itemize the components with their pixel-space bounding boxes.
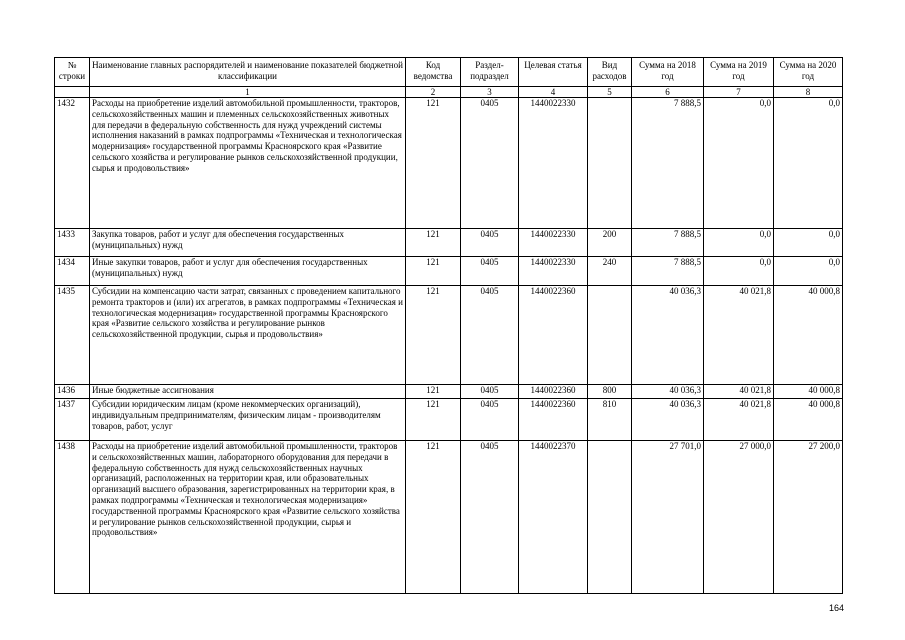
row-sum-2018: 7 888,5 bbox=[632, 98, 704, 229]
row-number: 1435 bbox=[55, 286, 90, 385]
row-name: Субсидии на компенсацию части затрат, связанных с проведением капитального ремонта тракторов и (или) их агрегатов, в рамках подпрограммы «Техническая и технологическая модернизация» государственной программы Красноярского края «Развитие сельского хозяйства и регулирование рынков сельскохозяйственной продукции, сырья и продовольствия» bbox=[90, 286, 406, 385]
row-target-item: 1440022360 bbox=[519, 286, 588, 385]
row-sum-2019: 27 000,0 bbox=[704, 441, 774, 594]
row-target-item: 1440022330 bbox=[519, 229, 588, 257]
header-sum-2020: Сумма на 2020 год bbox=[774, 58, 843, 87]
column-number: 1 bbox=[90, 87, 406, 98]
row-dept-code: 121 bbox=[406, 98, 461, 229]
row-name: Иные бюджетные ассигнования bbox=[90, 385, 406, 399]
column-number: 3 bbox=[461, 87, 519, 98]
header-row-number: № строки bbox=[55, 58, 90, 87]
row-sum-2018: 27 701,0 bbox=[632, 441, 704, 594]
row-name: Субсидии юридическим лицам (кроме некоммерческих организаций), индивидуальным предпринимателям, физическим лицам - производителям товаров, работ, услуг bbox=[90, 399, 406, 441]
row-dept-code: 121 bbox=[406, 441, 461, 594]
row-sum-2020: 0,0 bbox=[774, 257, 843, 286]
row-dept-code: 121 bbox=[406, 399, 461, 441]
row-sum-2020: 40 000,8 bbox=[774, 399, 843, 441]
header-target-item: Целевая статья bbox=[519, 58, 588, 87]
row-sum-2020: 0,0 bbox=[774, 229, 843, 257]
row-expense-type bbox=[588, 98, 632, 229]
row-name: Расходы на приобретение изделий автомобильной промышленности, тракторов, сельскохозяйственных машин и племенных сельскохозяйственных животных для передачи в федеральную собственность для нужд учреждений системы исполнения наказаний в рамках подпрограммы «Техническая и технологическая модернизация» государственной программы Красноярского края «Развитие сельского хозяйства и регулирование рынков сельскохозяйственной продукции, сырья и продовольствия» bbox=[90, 98, 406, 229]
page-number: 164 bbox=[829, 603, 845, 613]
row-name: Расходы на приобретение изделий автомобильной промышленности, тракторов и сельскохозяйственных машин, лабораторного оборудования для передачи в федеральную собственность для нужд сельскохозяйственных научных организаций, расположенных на территории края, или образовательных организаций высшего образования, зарегистрированных на территории края, в рамках подпрограммы «Техническая и технологическая модернизация» государственной программы Красноярского края «Развитие сельского хозяйства и регулирование рынков сельскохозяйственной продукции, сырья и продовольствия» bbox=[90, 441, 406, 594]
row-dept-code: 121 bbox=[406, 385, 461, 399]
row-expense-type: 800 bbox=[588, 385, 632, 399]
row-section: 0405 bbox=[461, 399, 519, 441]
row-sum-2019: 40 021,8 bbox=[704, 385, 774, 399]
row-sum-2019: 0,0 bbox=[704, 229, 774, 257]
column-number bbox=[55, 87, 90, 98]
row-section: 0405 bbox=[461, 98, 519, 229]
column-number-row bbox=[55, 87, 843, 98]
column-number: 6 bbox=[632, 87, 704, 98]
row-section: 0405 bbox=[461, 286, 519, 385]
row-sum-2018: 40 036,3 bbox=[632, 385, 704, 399]
table-header-row bbox=[55, 58, 843, 87]
header-dept-code: Код ведомства bbox=[406, 58, 461, 87]
row-number: 1436 bbox=[55, 385, 90, 399]
header-expense-type: Вид расходов bbox=[588, 58, 632, 87]
row-section: 0405 bbox=[461, 441, 519, 594]
row-target-item: 1440022370 bbox=[519, 441, 588, 594]
column-number: 8 bbox=[774, 87, 843, 98]
row-sum-2020: 40 000,8 bbox=[774, 286, 843, 385]
row-sum-2020: 27 200,0 bbox=[774, 441, 843, 594]
row-number: 1432 bbox=[55, 98, 90, 229]
row-target-item: 1440022330 bbox=[519, 98, 588, 229]
row-sum-2018: 40 036,3 bbox=[632, 399, 704, 441]
row-target-item: 1440022330 bbox=[519, 257, 588, 286]
row-sum-2020: 40 000,8 bbox=[774, 385, 843, 399]
row-name: Иные закупки товаров, работ и услуг для обеспечения государственных (муниципальных) нужд bbox=[90, 257, 406, 286]
row-sum-2018: 40 036,3 bbox=[632, 286, 704, 385]
header-sum-2019: Сумма на 2019 год bbox=[704, 58, 774, 87]
row-expense-type bbox=[588, 286, 632, 385]
table-row bbox=[55, 229, 843, 257]
row-sum-2018: 7 888,5 bbox=[632, 229, 704, 257]
row-section: 0405 bbox=[461, 229, 519, 257]
budget-table bbox=[54, 57, 843, 594]
table-row bbox=[55, 98, 843, 229]
row-sum-2019: 40 021,8 bbox=[704, 286, 774, 385]
table-row bbox=[55, 385, 843, 399]
row-expense-type: 200 bbox=[588, 229, 632, 257]
row-dept-code: 121 bbox=[406, 286, 461, 385]
row-number: 1433 bbox=[55, 229, 90, 257]
row-target-item: 1440022360 bbox=[519, 385, 588, 399]
row-sum-2019: 0,0 bbox=[704, 257, 774, 286]
row-dept-code: 121 bbox=[406, 257, 461, 286]
table-row bbox=[55, 399, 843, 441]
row-section: 0405 bbox=[461, 385, 519, 399]
table-row bbox=[55, 257, 843, 286]
row-number: 1437 bbox=[55, 399, 90, 441]
row-name: Закупка товаров, работ и услуг для обеспечения государственных (муниципальных) нужд bbox=[90, 229, 406, 257]
column-number: 7 bbox=[704, 87, 774, 98]
row-sum-2019: 0,0 bbox=[704, 98, 774, 229]
row-expense-type: 810 bbox=[588, 399, 632, 441]
row-sum-2019: 40 021,8 bbox=[704, 399, 774, 441]
table-row bbox=[55, 286, 843, 385]
row-section: 0405 bbox=[461, 257, 519, 286]
row-number: 1434 bbox=[55, 257, 90, 286]
table-row bbox=[55, 441, 843, 594]
column-number: 4 bbox=[519, 87, 588, 98]
row-dept-code: 121 bbox=[406, 229, 461, 257]
header-sum-2018: Сумма на 2018 год bbox=[632, 58, 704, 87]
header-name: Наименование главных распорядителей и наименование показателей бюджетной классификации bbox=[90, 58, 406, 87]
row-expense-type bbox=[588, 441, 632, 594]
row-target-item: 1440022360 bbox=[519, 399, 588, 441]
row-sum-2018: 7 888,5 bbox=[632, 257, 704, 286]
row-expense-type: 240 bbox=[588, 257, 632, 286]
column-number: 2 bbox=[406, 87, 461, 98]
column-number: 5 bbox=[588, 87, 632, 98]
row-sum-2020: 0,0 bbox=[774, 98, 843, 229]
row-number: 1438 bbox=[55, 441, 90, 594]
header-section: Раздел-подраздел bbox=[461, 58, 519, 87]
